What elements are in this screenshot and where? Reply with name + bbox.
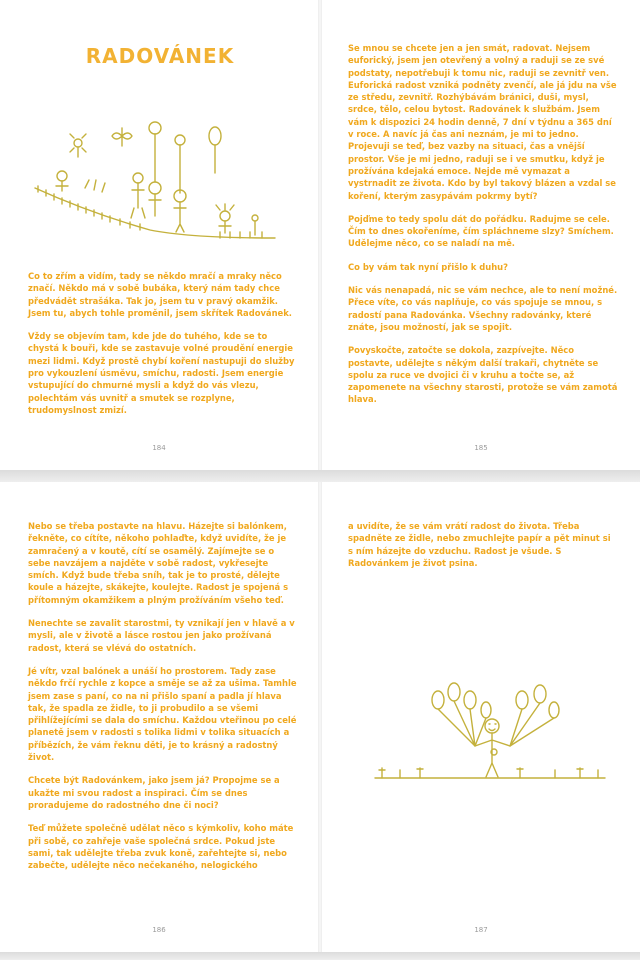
spread-separator: [0, 952, 640, 960]
page-number: 187: [474, 926, 488, 934]
paragraph: Jé vítr, vzal balónek a unáší ho prostorem. Tady zase někdo frčí rychle z kopce a směje se až za ušima. Tamhle jsem zase s paní, co na ni přišlo spaní a padla jí hlava tak, že spadla ze židle, to ji probudilo a se všemi přihlížejícími se dala do smíchu. Každou vteřinou po celé planetě jsem v radosti s tolika lidmi v tolika situacích a příbězích, že vám řeknu děti, je to krásný a radostný život.: [28, 665, 297, 763]
paragraph: Nebo se třeba postavte na hlavu. Házejte si balónkem, řekněte, co cítíte, někoho pohlaďte, když uvidíte, že je zamračený a v koutě, cítí se osamělý. Zajímejte se o sebe navzájem a najděte v sobě radost, vykřesejte smích. Když bude třeba sníh, tak je to prosté, dělejte koule a házejte, skákejte, koulejte. Radost je spojená s přítomným okamžikem a plným prožíváním všeho teď.: [28, 521, 289, 605]
page-185: [322, 0, 640, 470]
paragraph: Nic vás nenapadá, nic se vám nechce, ale to není možné. Přece víte, co vás naplňuje, co vás spojuje se mnou, s radostí pana Radovánka. Všechny radovánky, které znáte, jsou možností, jak se spojit.: [348, 285, 618, 332]
chapter-title: RADOVÁNEK: [85, 44, 235, 68]
paragraph: Chcete být Radovánkem, jako jsem já? Propojme se a ukažte mi svou radost a inspiraci. Čím se dnes proradujeme do radostného dne či noci?: [28, 775, 280, 810]
page-184: [0, 0, 318, 470]
paragraph: Pojďme to tedy spolu dát do pořádku. Radujme se cele. Čím to dnes okořeníme, čím spláchneme slzy? Smíchem. Udělejme něco, co se naladí na mě.: [348, 213, 614, 249]
page-number: 184: [152, 444, 166, 452]
paragraph: Se mnou se chcete jen a jen smát, radovat. Nejsem euforický, jsem jen otevřený a volný a raduji se ze své podstaty, nepotřebuji k tomu nic, raduji se zevnitř ven. Euforická radost vzniká podněty zvenčí, ale já jdu na vše ze středu, zevnitř. Rozhýbávám bránici, duši, mysl, srdce, tělo, celou bytost. Radovánek k službám. Jsem vám k dispozici 24 hodin denně, 7 dní v týdnu a 365 dní v roce. A navíc já čas ani neznám, je mi to jedno. Projevuji se teď, bez vazby na situaci, čas a vnější prostor. Vše je mi jedno, raduji se i ve smutku, když je prožívána kdejaká emoce. Nejde mě vymazat a vystrnadit ze života. Kdo by byl takový blázen a vzdal se koření, kterým zasypávám pokrmy bytí?: [348, 43, 617, 201]
page-number: 186: [152, 926, 166, 934]
book-spread-bottom: [0, 482, 640, 952]
spread-separator: [0, 470, 640, 482]
page-text: [348, 42, 618, 417]
radovanek-balloons-drawing: [370, 678, 610, 798]
page-text: [28, 520, 298, 882]
radovanek-meadow-drawing: [30, 118, 280, 253]
paragraph: a uvidíte, že se vám vrátí radost do života. Třeba spadněte ze židle, nebo zmuchlejte papír a pět minut si s ním házejte do vzduchu. Radost je všude. S Radovánkem je život psina.: [348, 521, 611, 568]
book-spread-top: [0, 0, 640, 470]
paragraph: Povyskočte, zatočte se dokola, zazpívejte. Něco postavte, udělejte s někým další trakaři, chytněte se spolu za ruce ve dvojici či v kruhu a točte se, až zapomenete na všechny starosti, protože se vám zamotá hlava.: [348, 345, 618, 405]
paragraph: Co by vám tak nyní přišlo k duhu?: [348, 261, 508, 272]
page-text: [348, 520, 618, 580]
paragraph: Vždy se objevím tam, kde jde do tuhého, kde se to chystá k bouři, kde se zastavuje volné proudění energie mezi lidmi. Když prostě chybí koření nastupuji do služby pro vykouzlení úsměvu, smíchu, radosti. Jsem energie vstupující do chmurné mysli a když do vás vlezu, polechtám vás uvnitř a smutek se rozplyne, trudomyslnost zmizí.: [28, 331, 295, 415]
page-187: [322, 482, 640, 952]
page-186: [0, 482, 318, 952]
paragraph: Co to zřím a vidím, tady se někdo mračí a mraky něco značí. Někdo má v sobě bubáka, který nám tady chce předvádět strašáka. Tak jo, jsem tu v pravý okamžik. Jsem tu, abych tohle proměnil, jsem skřítek Radovánek.: [28, 271, 292, 318]
paragraph: Teď můžete společně udělat něco s kýmkoliv, koho máte při sobě, co zahřeje vaše společná srdce. Pokud jste sami, tak udělejte třeba zvuk koně, zařehtejte si, nebo zabečte, udělejte něco nečekaného, nelogického: [28, 823, 294, 871]
page-text: [28, 270, 298, 427]
paragraph: Nenechte se zavalit starostmi, ty vznikají jen v hlavě a v mysli, ale v životě a lásce rostou jen jako prožívaná radost, která se vlévá do ostatních.: [28, 618, 295, 653]
page-number: 185: [474, 444, 488, 452]
